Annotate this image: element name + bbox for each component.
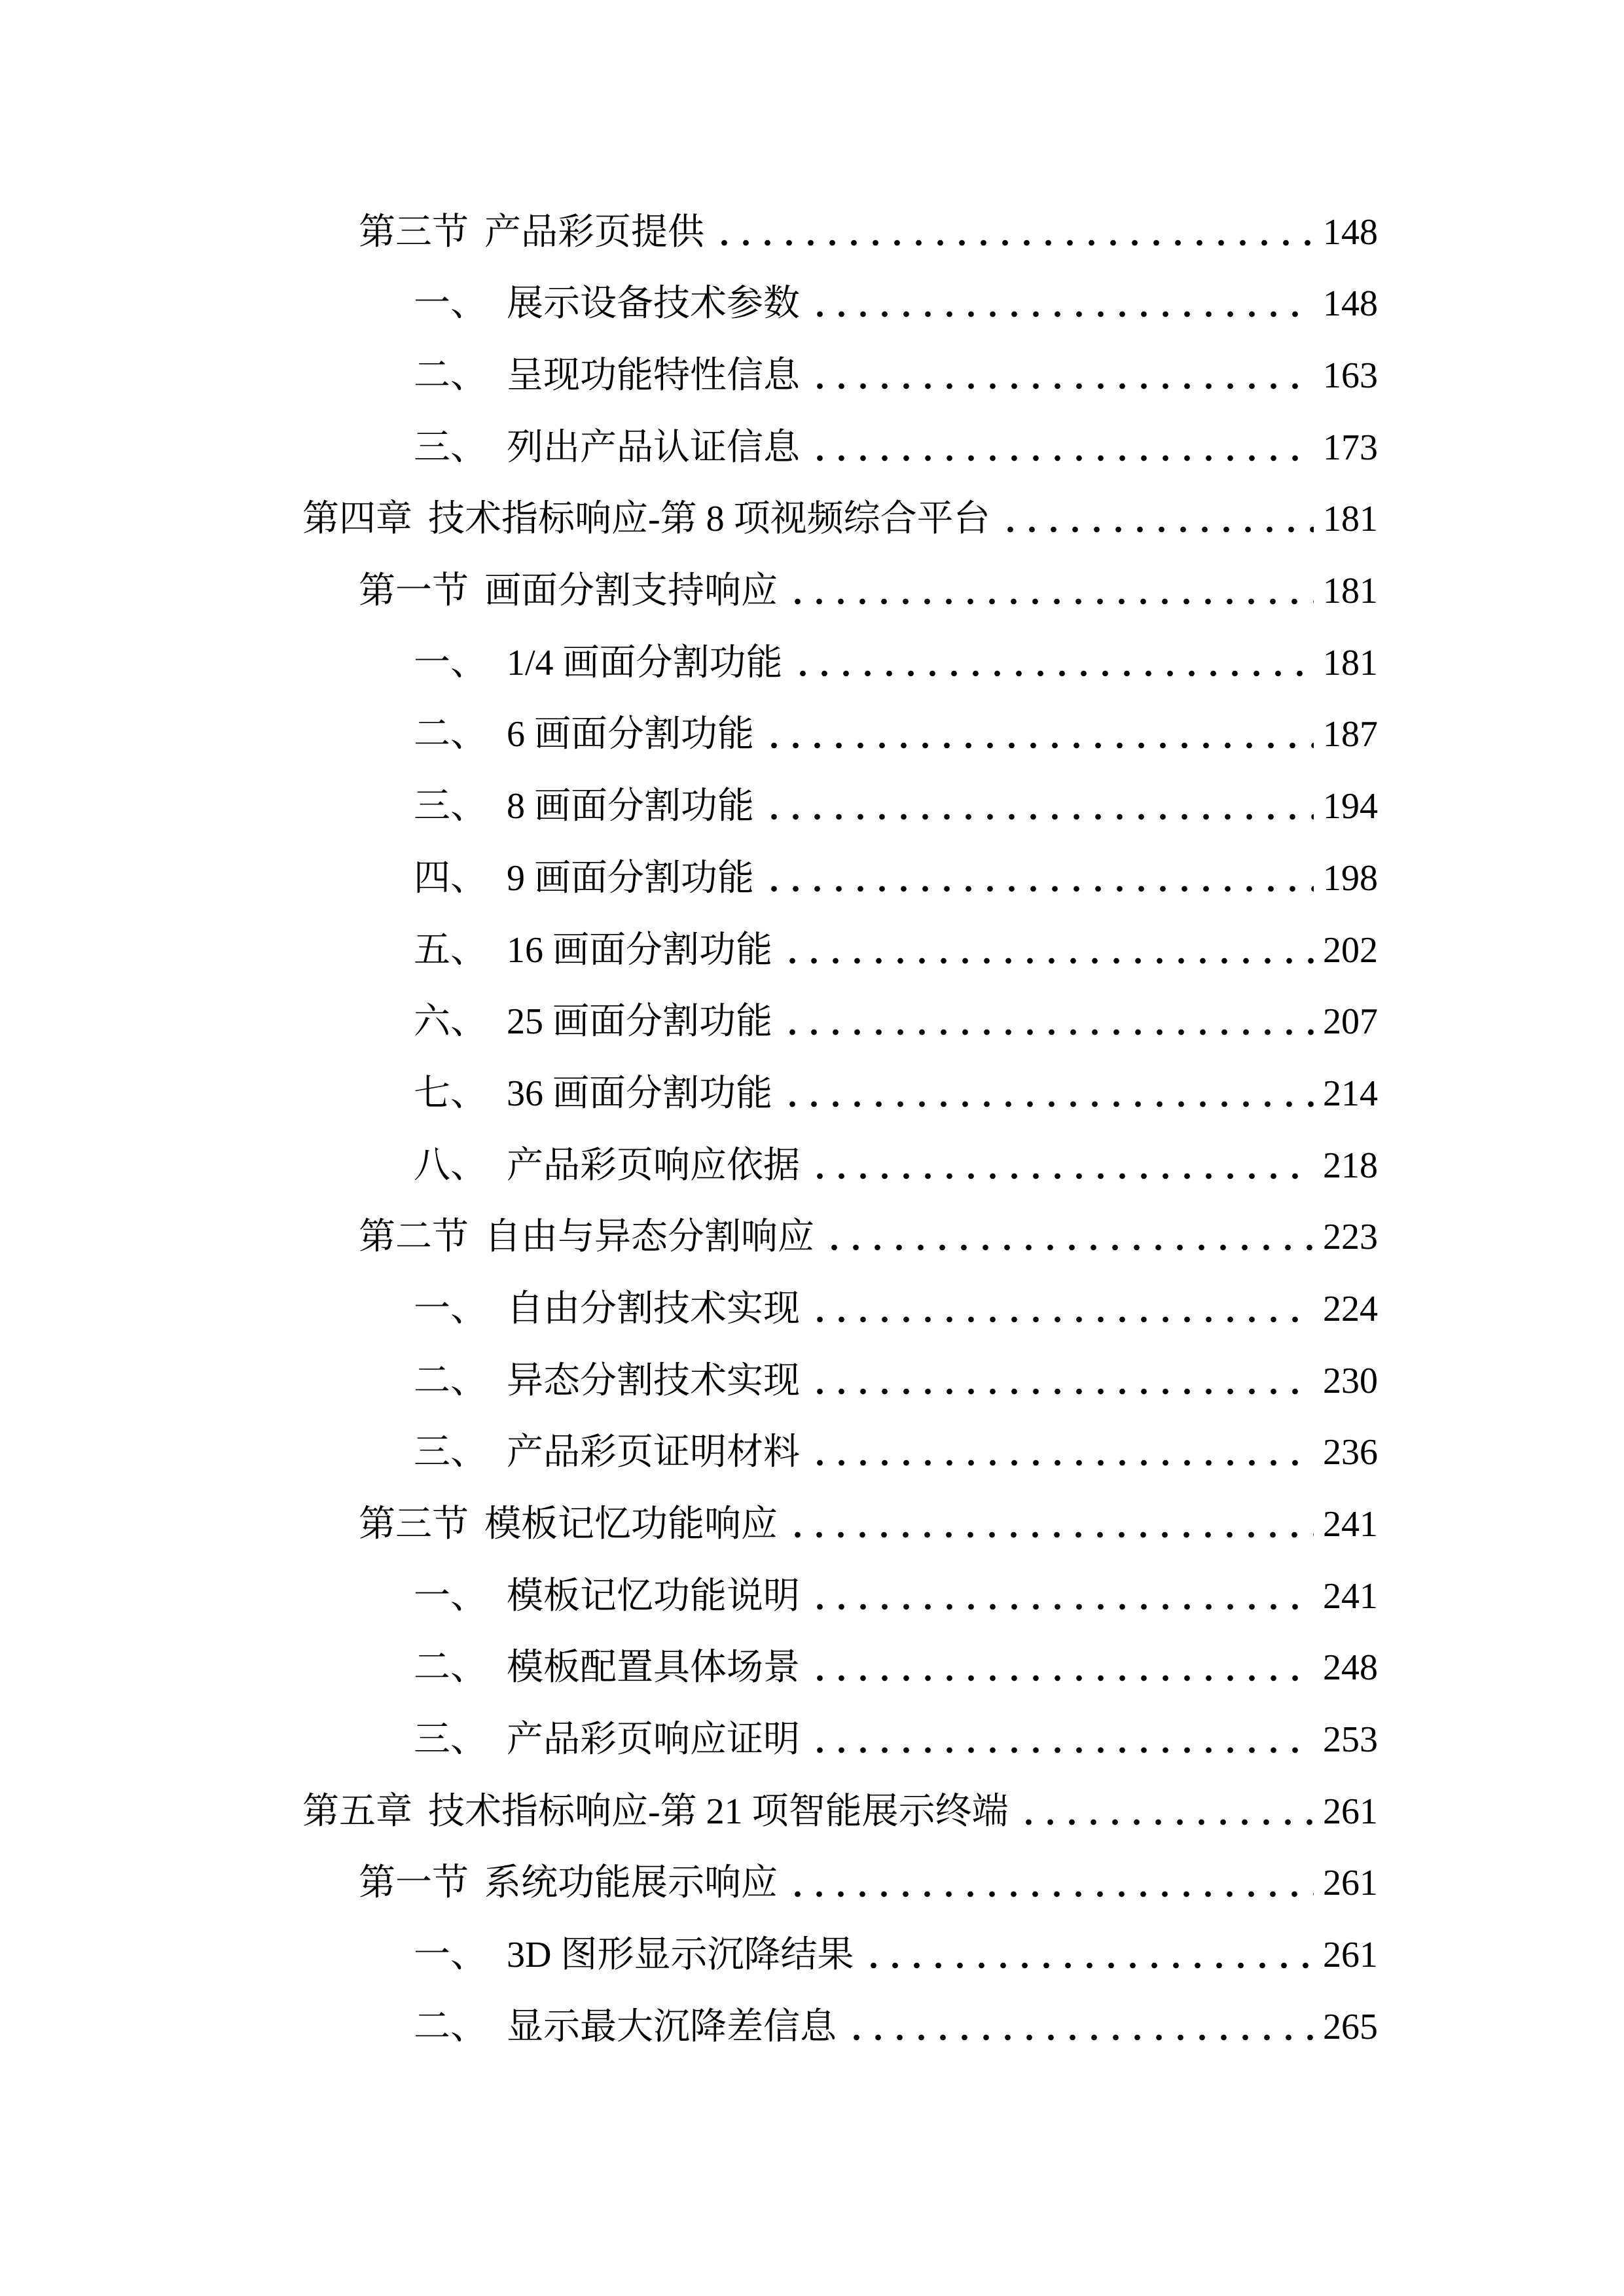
toc-entry-number: 一、 [414, 1935, 487, 1976]
toc-entry-item[interactable] [0, 412, 1624, 484]
dot-leader [806, 1560, 1314, 1632]
dot-leader [806, 1632, 1314, 1704]
toc-entry-page-number: 181 [1323, 571, 1378, 612]
toc-entry-number: 二、 [414, 355, 487, 397]
toc-entry-page-number: 265 [1323, 2006, 1378, 2047]
toc-entry-number: 八、 [414, 1145, 487, 1186]
toc-entry-number: 一、 [414, 283, 487, 325]
toc-entry-title: 产品彩页响应依据 [507, 1145, 800, 1186]
toc-entry-title: 系统功能展示响应 [484, 1863, 778, 1904]
dot-leader [806, 268, 1314, 340]
toc-entry-section[interactable] [0, 1488, 1624, 1560]
toc-entry-section[interactable] [0, 1848, 1624, 1920]
toc-entry-title: 呈现功能特性信息 [507, 355, 800, 397]
toc-entry-title: 模板记忆功能说明 [507, 1575, 800, 1617]
dot-leader [806, 1273, 1314, 1345]
toc-entry-page-number: 223 [1323, 1217, 1378, 1258]
dot-leader [789, 627, 1314, 699]
dot-leader [997, 484, 1314, 556]
toc-entry-page-number: 181 [1323, 642, 1378, 683]
toc-entry-chapter[interactable] [0, 1776, 1624, 1848]
toc-entry-page-number: 202 [1323, 929, 1378, 971]
dot-leader [779, 986, 1314, 1058]
toc-entry-page-number: 198 [1323, 857, 1378, 899]
toc-entry-chapter[interactable] [0, 484, 1624, 556]
dot-leader [761, 699, 1314, 771]
toc-entry-section[interactable] [0, 196, 1624, 268]
toc-entry-number: 第三节 [359, 211, 469, 253]
toc-entry-number: 第五章 [302, 1791, 412, 1832]
toc-entry-title: 展示设备技术参数 [507, 283, 800, 325]
toc-entry-title: 显示最大沉降差信息 [507, 2006, 837, 2047]
dot-leader [806, 1345, 1314, 1417]
dot-leader [843, 1991, 1314, 2063]
dot-leader [784, 555, 1314, 627]
toc-entry-number: 三、 [414, 786, 487, 827]
toc-entry-title: 异态分割技术实现 [507, 1360, 800, 1401]
dot-leader [779, 1058, 1314, 1130]
toc-entry-item[interactable] [0, 1130, 1624, 1202]
dot-leader [761, 842, 1314, 914]
toc-entry-number: 七、 [414, 1073, 487, 1114]
toc-entry-item[interactable] [0, 268, 1624, 340]
toc-entry-item[interactable] [0, 340, 1624, 412]
toc-entry-item[interactable] [0, 627, 1624, 699]
toc-entry-page-number: 214 [1323, 1073, 1378, 1114]
toc-entry-number: 一、 [414, 1288, 487, 1329]
toc-entry-number: 第二节 [359, 1217, 469, 1258]
table-of-contents [0, 196, 1624, 2063]
toc-entry-number: 一、 [414, 1575, 487, 1617]
toc-entry-section[interactable] [0, 1202, 1624, 1274]
dot-leader [806, 1704, 1314, 1776]
toc-entry-title: 产品彩页响应证明 [507, 1719, 800, 1761]
toc-entry-title: 3D 图形显示沉降结果 [507, 1935, 854, 1976]
toc-entry-number: 二、 [414, 1647, 487, 1689]
toc-entry-page-number: 236 [1323, 1432, 1378, 1473]
toc-entry-page-number: 163 [1323, 355, 1378, 397]
toc-entry-title: 产品彩页证明材料 [507, 1432, 800, 1473]
toc-entry-item[interactable] [0, 1632, 1624, 1704]
dot-leader [806, 412, 1314, 484]
toc-entry-title: 自由分割技术实现 [507, 1288, 800, 1329]
toc-entry-item[interactable] [0, 1704, 1624, 1776]
toc-entry-item[interactable] [0, 771, 1624, 843]
toc-entry-page-number: 187 [1323, 714, 1378, 755]
toc-entry-page-number: 248 [1323, 1647, 1378, 1689]
toc-entry-number: 三、 [414, 1719, 487, 1761]
toc-entry-item[interactable] [0, 1058, 1624, 1130]
toc-entry-number: 三、 [414, 427, 487, 468]
toc-entry-page-number: 224 [1323, 1288, 1378, 1329]
toc-entry-title: 16 画面分割功能 [507, 929, 772, 971]
toc-entry-page-number: 207 [1323, 1001, 1378, 1043]
dot-leader [784, 1848, 1314, 1920]
toc-entry-title: 1/4 画面分割功能 [507, 642, 783, 683]
toc-entry-item[interactable] [0, 842, 1624, 914]
toc-entry-title: 9 画面分割功能 [507, 857, 754, 899]
toc-entry-item[interactable] [0, 986, 1624, 1058]
toc-entry-number: 六、 [414, 1001, 487, 1043]
toc-entry-item[interactable] [0, 699, 1624, 771]
toc-entry-number: 第三节 [359, 1504, 469, 1545]
toc-entry-title: 自由与异态分割响应 [484, 1217, 814, 1258]
toc-entry-item[interactable] [0, 1345, 1624, 1417]
toc-entry-page-number: 261 [1323, 1791, 1378, 1832]
toc-entry-title: 6 画面分割功能 [507, 714, 754, 755]
toc-entry-number: 二、 [414, 2006, 487, 2047]
toc-entry-page-number: 173 [1323, 427, 1378, 468]
toc-entry-page-number: 253 [1323, 1719, 1378, 1761]
toc-entry-page-number: 230 [1323, 1360, 1378, 1401]
dot-leader [784, 1488, 1314, 1560]
toc-entry-page-number: 218 [1323, 1145, 1378, 1186]
dot-leader [821, 1202, 1314, 1274]
toc-entry-title: 8 画面分割功能 [507, 786, 754, 827]
toc-entry-page-number: 261 [1323, 1863, 1378, 1904]
toc-entry-title: 产品彩页提供 [484, 211, 704, 253]
dot-leader [761, 771, 1314, 843]
toc-entry-number: 二、 [414, 714, 487, 755]
toc-entry-item[interactable] [0, 914, 1624, 986]
dot-leader [779, 914, 1314, 986]
toc-entry-item[interactable] [0, 1560, 1624, 1632]
toc-entry-number: 第四章 [302, 499, 412, 540]
toc-entry-title: 模板记忆功能响应 [484, 1504, 778, 1545]
toc-entry-title: 技术指标响应-第 21 项智能展示终端 [428, 1791, 1009, 1832]
dot-leader [860, 1920, 1314, 1992]
toc-entry-item[interactable] [0, 1991, 1624, 2063]
toc-entry-page-number: 241 [1323, 1504, 1378, 1545]
toc-entry-number: 第一节 [359, 571, 469, 612]
dot-leader [711, 196, 1314, 268]
toc-entry-section[interactable] [0, 555, 1624, 627]
toc-entry-page-number: 148 [1323, 283, 1378, 325]
dot-leader [806, 1130, 1314, 1202]
toc-entry-page-number: 181 [1323, 499, 1378, 540]
dot-leader [806, 340, 1314, 412]
dot-leader [806, 1417, 1314, 1489]
toc-entry-item[interactable] [0, 1920, 1624, 1992]
toc-entry-page-number: 241 [1323, 1575, 1378, 1617]
toc-entry-title: 画面分割支持响应 [484, 571, 778, 612]
dot-leader [1015, 1776, 1314, 1848]
toc-entry-number: 五、 [414, 929, 487, 971]
toc-entry-page-number: 148 [1323, 211, 1378, 253]
toc-entry-title: 25 画面分割功能 [507, 1001, 772, 1043]
toc-entry-item[interactable] [0, 1273, 1624, 1345]
toc-entry-number: 一、 [414, 642, 487, 683]
toc-entry-number: 第一节 [359, 1863, 469, 1904]
toc-entry-number: 三、 [414, 1432, 487, 1473]
toc-entry-title: 模板配置具体场景 [507, 1647, 800, 1689]
toc-entry-page-number: 261 [1323, 1935, 1378, 1976]
toc-entry-number: 二、 [414, 1360, 487, 1401]
toc-entry-title: 36 画面分割功能 [507, 1073, 772, 1114]
toc-entry-item[interactable] [0, 1417, 1624, 1489]
toc-entry-number: 四、 [414, 857, 487, 899]
toc-entry-title: 技术指标响应-第 8 项视频综合平台 [428, 499, 990, 540]
toc-entry-title: 列出产品认证信息 [507, 427, 800, 468]
toc-entry-page-number: 194 [1323, 786, 1378, 827]
